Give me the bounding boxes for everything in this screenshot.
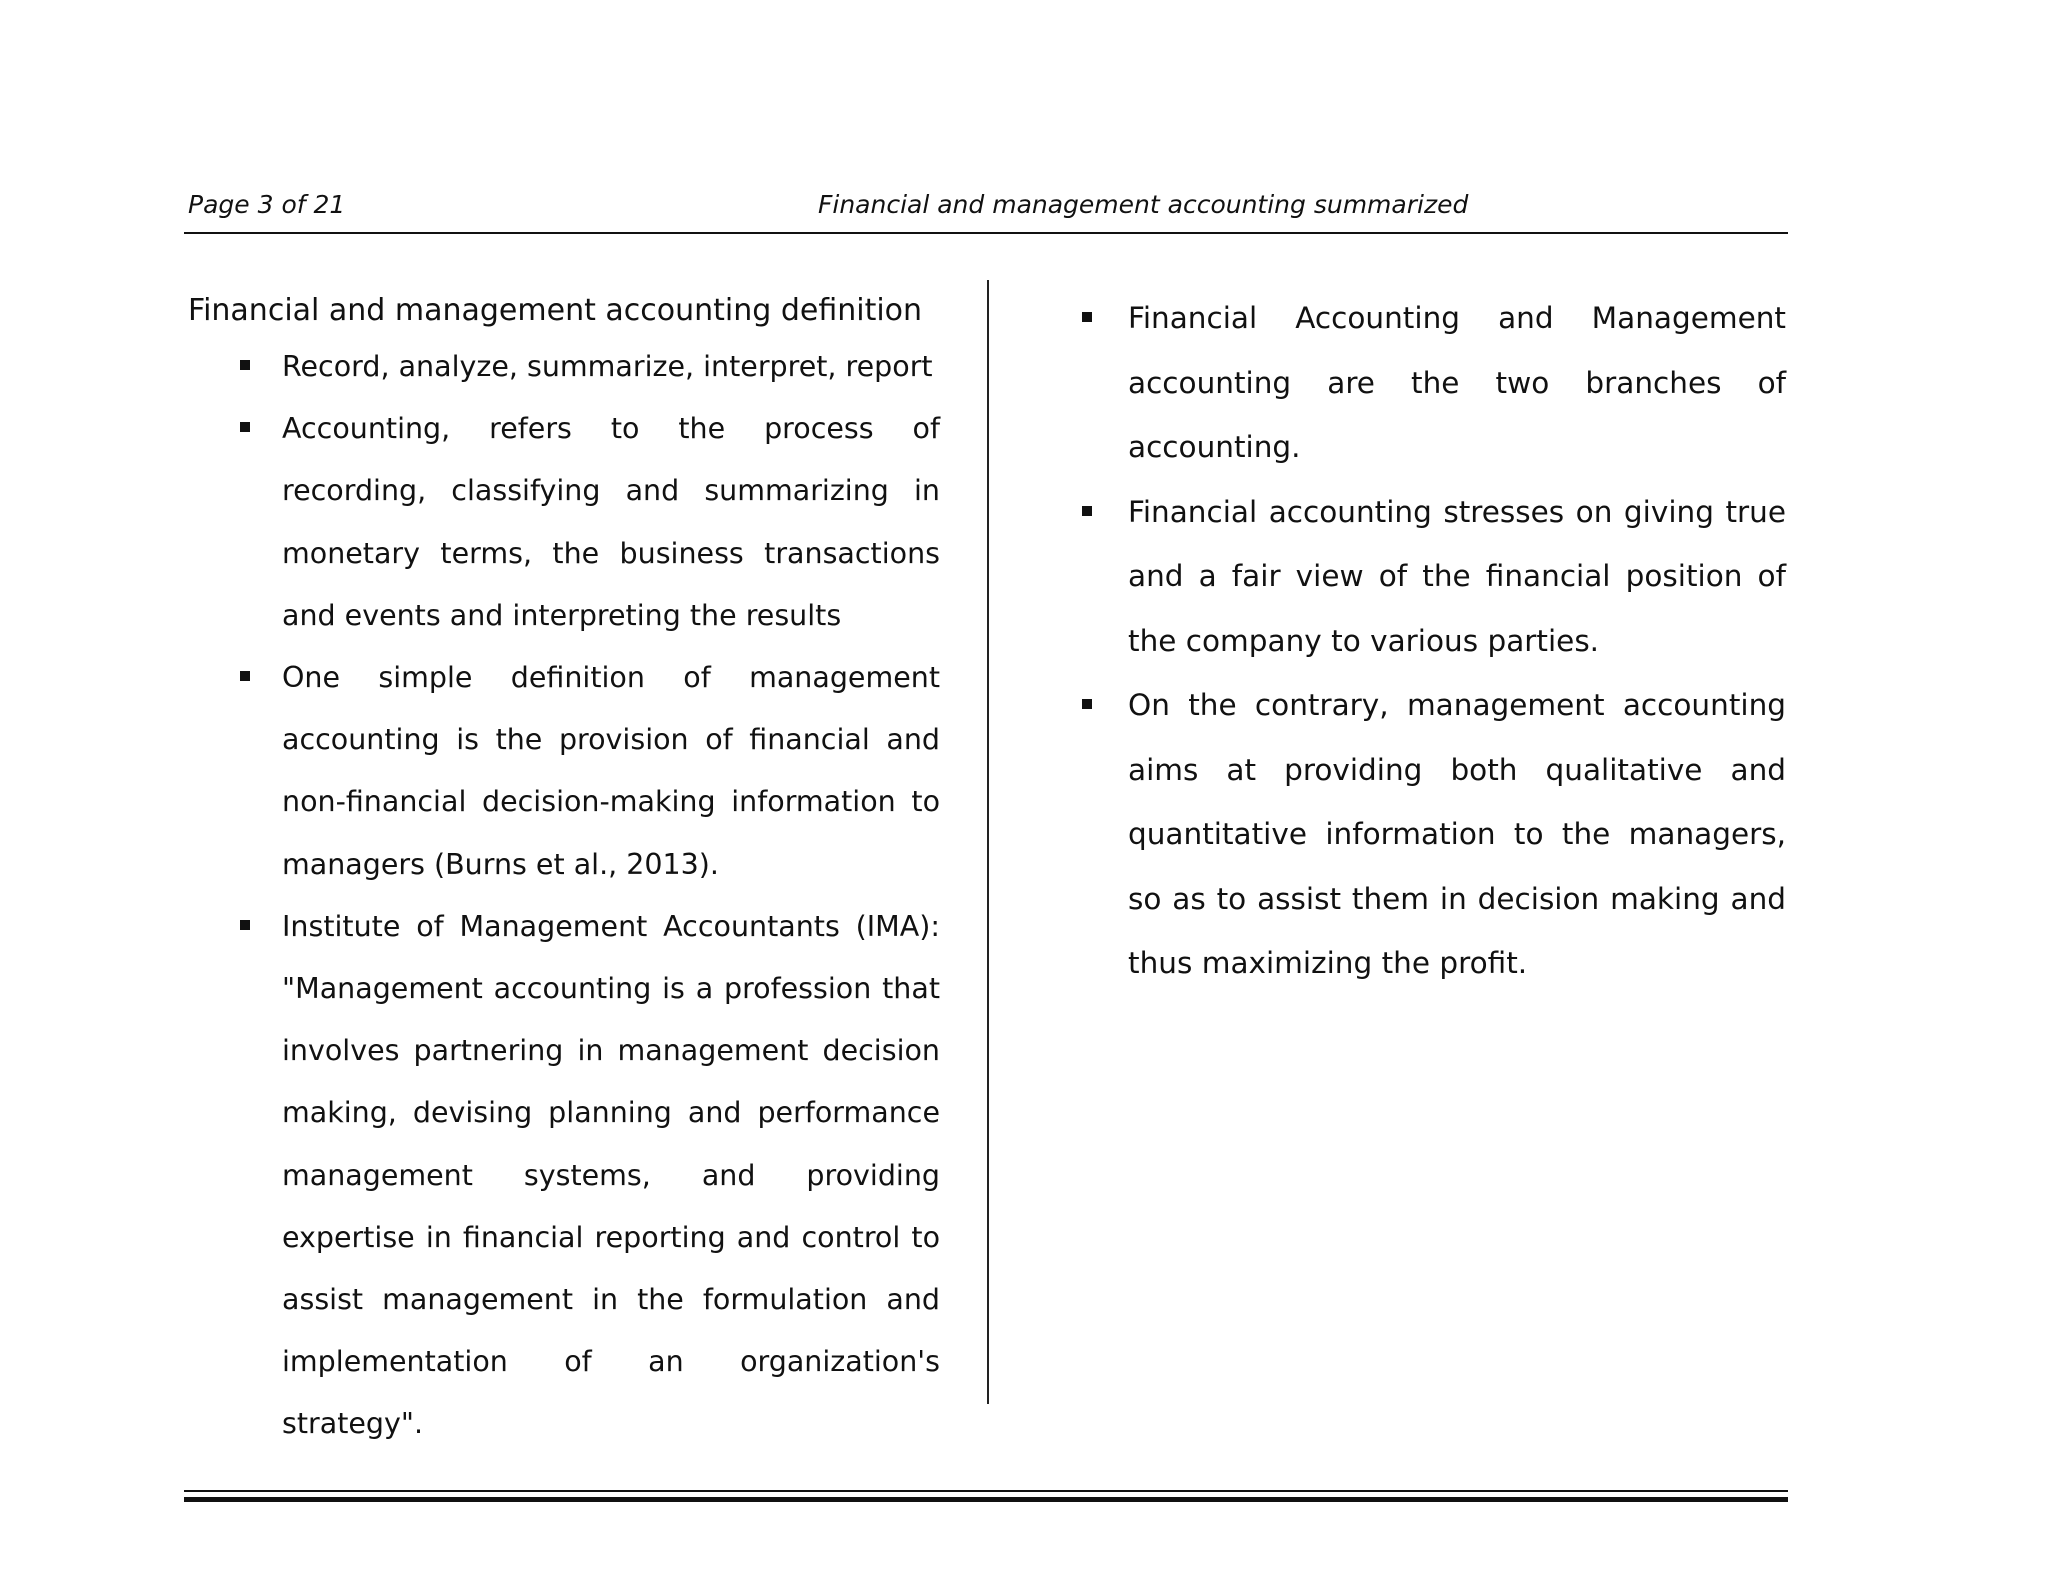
square-bullet-icon <box>1082 699 1092 709</box>
page-number: Page 3 of 21 <box>188 190 346 219</box>
right-bullet-list <box>1076 286 1786 996</box>
list-item-text: On the contrary, management accounting aims at providing both qualitative and quantitative information to the managers, so as to assist them in decision making and thus maximizing the profit. <box>1128 688 1786 980</box>
square-bullet-icon <box>240 360 250 370</box>
list-item-text: Financial Accounting and Management accounting are the two branches of accounting. <box>1128 301 1786 464</box>
list-item <box>240 647 940 896</box>
square-bullet-icon <box>1082 506 1092 516</box>
footer-rule-thick <box>184 1497 1788 1502</box>
document-title: Financial and management accounting summarized <box>818 190 1469 219</box>
page-header <box>184 186 1788 234</box>
list-item-text: Accounting, refers to the process of recording, classifying and summarizing in monetary terms, the business transactions and events and interpreting the results <box>282 412 940 632</box>
list-item-text: Financial accounting stresses on giving true and a fair view of the financial position of the company to various parties. <box>1128 494 1786 658</box>
left-column <box>188 286 940 1456</box>
square-bullet-icon <box>240 671 250 681</box>
column-divider <box>987 280 989 1404</box>
list-item <box>240 398 940 647</box>
list-item <box>1076 480 1786 674</box>
list-item <box>1076 673 1786 996</box>
left-bullet-list <box>240 336 940 1456</box>
list-item <box>1076 286 1786 480</box>
right-column <box>1076 286 1786 996</box>
square-bullet-icon <box>240 920 250 930</box>
footer-rule-thin <box>184 1490 1788 1492</box>
section-heading: Financial and management accounting definition <box>188 293 923 328</box>
list-item <box>240 896 940 1456</box>
list-item-text: Institute of Management Accountants (IMA): "Management accounting is a profession that involves partnering in management decision making, devising planning and performance management systems, and providing expertise in financial reporting and control to assist management in the formulation and implementation of an organization's strategy". <box>282 909 940 1441</box>
list-item <box>240 336 940 398</box>
square-bullet-icon <box>240 422 250 432</box>
square-bullet-icon <box>1082 312 1092 322</box>
list-item-text: Record, analyze, summarize, interpret, report <box>282 350 933 383</box>
list-item-text: One simple definition of management accounting is the provision of financial and non-financial decision-making information to managers (Burns et al., 2013). <box>282 661 940 881</box>
